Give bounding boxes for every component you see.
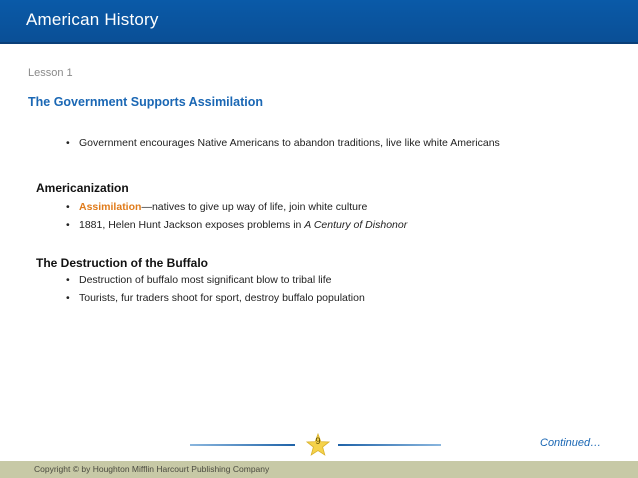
page-number: 9 <box>315 436 321 446</box>
buffalo-bullet-2-text: Tourists, fur traders shoot for sport, destroy buffalo population <box>79 292 365 304</box>
americanization-heading: Americanization <box>36 181 129 195</box>
book-title: A Century of Dishonor <box>304 219 408 231</box>
jackson-text: 1881, Helen Hunt Jackson exposes problems in <box>79 219 305 231</box>
bullet-marker: • <box>66 137 70 149</box>
slide-title: American History <box>26 10 159 29</box>
footer-rule-left <box>190 444 295 446</box>
buffalo-bullet-1 <box>66 274 332 286</box>
buffalo-heading: The Destruction of the Buffalo <box>36 256 208 270</box>
assimilation-definition: —natives to give up way of life, join white culture <box>141 201 368 213</box>
intro-bullet-text: Government encourages Native Americans to abandon traditions, live like white Americans <box>79 137 500 149</box>
continued-label: Continued… <box>540 437 602 449</box>
intro-bullet <box>66 137 500 149</box>
bullet-marker: • <box>66 201 70 213</box>
bullet-marker: • <box>66 292 70 304</box>
assimilation-term: Assimilation <box>79 201 142 213</box>
footer-rule-right <box>338 444 441 446</box>
bullet-marker: • <box>66 219 70 231</box>
section-title: The Government Supports Assimilation <box>28 95 263 109</box>
americanization-bullet-2 <box>66 219 407 231</box>
americanization-bullet-1 <box>66 201 367 213</box>
bullet-marker: • <box>66 274 70 286</box>
copyright-bar <box>0 461 638 478</box>
buffalo-bullet-2 <box>66 292 365 304</box>
lesson-label: Lesson 1 <box>28 67 73 79</box>
copyright-text: Copyright © by Houghton Mifflin Harcourt Publishing Company <box>34 464 270 474</box>
title-bar <box>0 0 638 44</box>
buffalo-bullet-1-text: Destruction of buffalo most significant blow to tribal life <box>79 274 332 286</box>
